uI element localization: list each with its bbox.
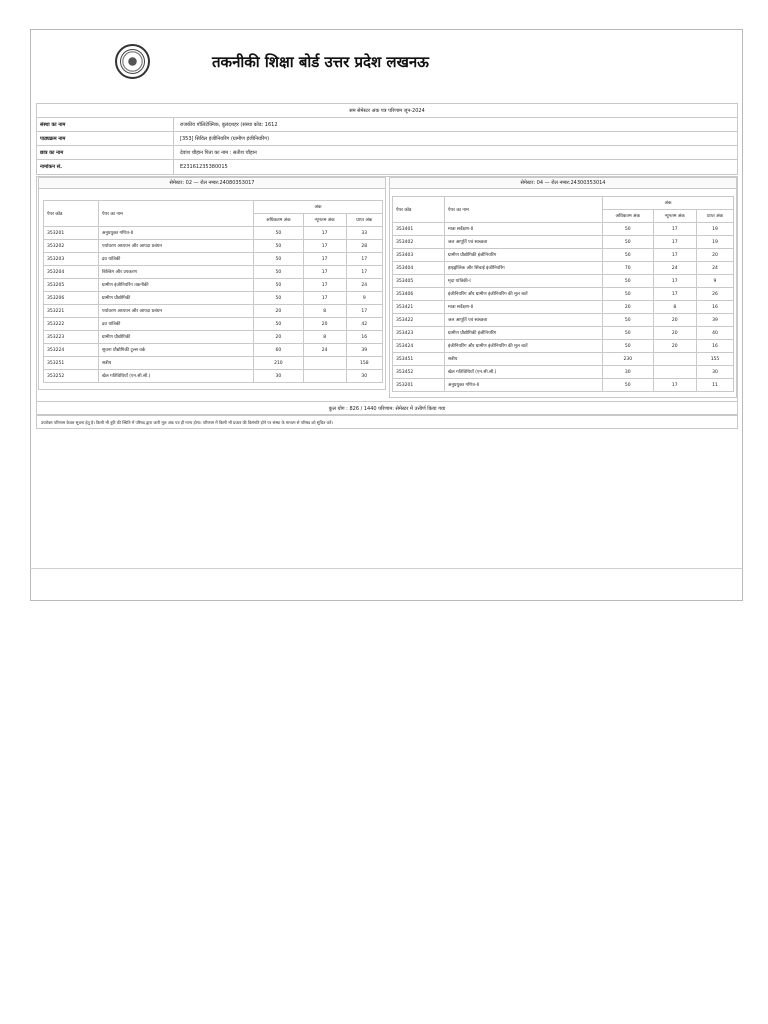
min-marks: 24 bbox=[653, 262, 696, 275]
semester-heading: सेमेस्टर: 02 — रोल नम्बर:24080353017 bbox=[39, 178, 385, 189]
max-marks: 50 bbox=[603, 275, 654, 288]
obtained-marks: 9 bbox=[696, 275, 733, 288]
min-marks: 17 bbox=[653, 379, 696, 392]
min-marks: 17 bbox=[653, 288, 696, 301]
max-marks: 50 bbox=[603, 288, 654, 301]
table-row bbox=[44, 279, 383, 292]
paper-code: 353202 bbox=[44, 240, 99, 253]
paper-code: 353252 bbox=[44, 370, 99, 383]
col-marks: अंक bbox=[254, 201, 383, 214]
info-row-student bbox=[37, 146, 737, 160]
paper-code: 353406 bbox=[393, 288, 445, 301]
min-marks: 17 bbox=[303, 253, 346, 266]
info-row-course bbox=[37, 132, 737, 146]
table-row bbox=[44, 227, 383, 240]
info-value: देवांश चौहान पिता का नाम : सतीश चौहान bbox=[180, 150, 257, 156]
min-marks: 17 bbox=[303, 292, 346, 305]
max-marks: 20 bbox=[603, 301, 654, 314]
min-marks: 17 bbox=[653, 236, 696, 249]
paper-code: 353203 bbox=[44, 253, 99, 266]
paper-code: 353204 bbox=[44, 266, 99, 279]
max-marks: 50 bbox=[603, 314, 654, 327]
min-marks: 8 bbox=[303, 331, 346, 344]
paper-name: अनुप्रयुक्त गणित-II bbox=[99, 227, 254, 240]
paper-name: जल आपूर्ति एवं स्वच्छता bbox=[445, 314, 603, 327]
result-title: सम सेमेस्टर अंक पत्र परिणाम जून-2024 bbox=[37, 104, 737, 118]
table-row bbox=[44, 292, 383, 305]
obtained-marks: 16 bbox=[696, 301, 733, 314]
obtained-marks: 33 bbox=[346, 227, 382, 240]
info-label: पाठ्यक्रम नाम bbox=[37, 132, 174, 145]
bottom-divider bbox=[30, 568, 743, 569]
table-row bbox=[44, 266, 383, 279]
paper-name: मृदा यांत्रिकी-I bbox=[445, 275, 603, 288]
min-marks: 17 bbox=[303, 240, 346, 253]
info-label: नामांकन सं. bbox=[37, 160, 174, 174]
paper-code: 353405 bbox=[393, 275, 445, 288]
student-info-block bbox=[36, 103, 738, 175]
table-row bbox=[44, 370, 383, 383]
max-marks: 50 bbox=[603, 249, 654, 262]
obtained-marks: 39 bbox=[696, 314, 733, 327]
min-marks: 24 bbox=[303, 344, 346, 357]
min-marks: 20 bbox=[653, 327, 696, 340]
min-marks: 17 bbox=[653, 249, 696, 262]
paper-name: जल आपूर्ति एवं स्वच्छता bbox=[445, 236, 603, 249]
paper-code: 353421 bbox=[393, 301, 445, 314]
table-row bbox=[393, 288, 734, 301]
max-marks: 50 bbox=[603, 327, 654, 340]
min-marks: 17 bbox=[303, 266, 346, 279]
max-marks: 210 bbox=[254, 357, 304, 370]
obtained-marks: 155 bbox=[696, 353, 733, 366]
obtained-marks: 19 bbox=[696, 223, 733, 236]
board-emblem-icon bbox=[115, 44, 150, 79]
paper-name: इंजीनियरिंग और ग्रामीण इंजीनियरिंग की मूल बातें bbox=[445, 288, 603, 301]
paper-code: 353223 bbox=[44, 331, 99, 344]
semester-panel-right bbox=[389, 177, 737, 398]
obtained-marks: 42 bbox=[346, 318, 382, 331]
obtained-marks: 16 bbox=[346, 331, 382, 344]
paper-code: 353404 bbox=[393, 262, 445, 275]
obtained-marks: 11 bbox=[696, 379, 733, 392]
paper-name: द्रव यांत्रिकी bbox=[99, 318, 254, 331]
paper-code: 353224 bbox=[44, 344, 99, 357]
paper-code: 353422 bbox=[393, 314, 445, 327]
semesters-container bbox=[36, 176, 738, 415]
paper-name: ग्रामीण प्रौद्योगिकी इंजीनियरिंग bbox=[445, 249, 603, 262]
info-value: [353] सिविल इंजीनियरिंग (ग्रामीण इंजीनियरिंग) bbox=[180, 136, 270, 142]
table-row bbox=[393, 262, 734, 275]
col-code: पेपर कोड bbox=[44, 201, 99, 227]
paper-name: खेल गतिविधियाँ (एन.सी.सी.) bbox=[99, 370, 254, 383]
semester-panel-left bbox=[38, 177, 386, 390]
max-marks: 30 bbox=[254, 370, 304, 383]
table-row bbox=[44, 253, 383, 266]
obtained-marks: 30 bbox=[346, 370, 382, 383]
org-title: तकनीकी शिक्षा बोर्ड उत्तर प्रदेश लखनऊ bbox=[212, 53, 429, 71]
obtained-marks: 9 bbox=[346, 292, 382, 305]
info-row-enrollment bbox=[37, 160, 737, 174]
table-row bbox=[393, 314, 734, 327]
paper-name: सत्रीय bbox=[99, 357, 254, 370]
disclaimer-note: उपरोक्त परिणाम केवल सूचना हेतु है। किसी भी त्रुटि की स्थिति में परिषद द्वारा जारी मूल अंक पत्र ही मान्य होगा। परिणाम में किसी भी प्रकार की विसंगति होने पर संस्था के माध्यम से परिषद को सूचित करें। bbox=[36, 415, 738, 429]
min-marks: 8 bbox=[303, 305, 346, 318]
max-marks: 50 bbox=[603, 223, 654, 236]
table-row bbox=[393, 379, 734, 392]
col-name: पेपर का नाम bbox=[99, 201, 254, 227]
obtained-marks: 28 bbox=[346, 240, 382, 253]
max-marks: 20 bbox=[254, 305, 304, 318]
paper-code: 353424 bbox=[393, 340, 445, 353]
paper-name: इंजीनियरिंग और ग्रामीण इंजीनियरिंग की मूल बातें bbox=[445, 340, 603, 353]
paper-name: ग्रामीण प्रौद्योगिकी इंजीनियरिंग bbox=[445, 327, 603, 340]
obtained-marks: 39 bbox=[346, 344, 382, 357]
paper-name: हाइड्रोलिक और सिंचाई इंजीनियरिंग bbox=[445, 262, 603, 275]
paper-code: 353451 bbox=[393, 353, 445, 366]
max-marks: 50 bbox=[603, 340, 654, 353]
paper-name: मात्रा सर्वेक्षण-II bbox=[445, 301, 603, 314]
obtained-marks: 30 bbox=[696, 366, 733, 379]
col-min: न्यूनतम अंक bbox=[303, 214, 346, 227]
max-marks: 50 bbox=[254, 253, 304, 266]
table-row bbox=[393, 353, 734, 366]
total-marks: कुल योग : 826 / 1440 परिणाम: सेमेस्टर में उत्तीर्ण किया गया bbox=[36, 401, 738, 415]
info-value: राजकीय पॉलिटेक्निक, बुलंदशहर (संस्था कोड: 1612 bbox=[180, 122, 278, 128]
paper-name: ग्रामीण प्रौद्योगिकी bbox=[99, 331, 254, 344]
max-marks: 230 bbox=[603, 353, 654, 366]
max-marks: 50 bbox=[254, 318, 304, 331]
obtained-marks: 17 bbox=[346, 253, 382, 266]
info-value: E23161235380015 bbox=[180, 164, 228, 170]
paper-name: मात्रा सर्वेक्षण-II bbox=[445, 223, 603, 236]
col-name: पेपर का नाम bbox=[445, 197, 603, 223]
marks-table bbox=[392, 196, 734, 392]
max-marks: 50 bbox=[254, 227, 304, 240]
min-marks: 8 bbox=[653, 301, 696, 314]
min-marks bbox=[653, 366, 696, 379]
semester-heading: सेमेस्टर: 04 — रोल नम्बर:24300353014 bbox=[390, 178, 736, 189]
info-label: छात्र का नाम bbox=[37, 146, 174, 159]
table-row bbox=[393, 236, 734, 249]
paper-name: सूचना प्रौद्योगिकी टूल्स वर्क bbox=[99, 344, 254, 357]
max-marks: 50 bbox=[254, 266, 304, 279]
col-obtained: प्राप्त अंक bbox=[346, 214, 382, 227]
table-row bbox=[44, 305, 383, 318]
table-row bbox=[393, 366, 734, 379]
max-marks: 50 bbox=[603, 379, 654, 392]
table-row bbox=[44, 318, 383, 331]
max-marks: 30 bbox=[603, 366, 654, 379]
paper-name: ग्रामीण प्रौद्योगिकी bbox=[99, 292, 254, 305]
table-row bbox=[393, 249, 734, 262]
max-marks: 50 bbox=[254, 240, 304, 253]
page-gap bbox=[36, 516, 738, 568]
col-code: पेपर कोड bbox=[393, 197, 445, 223]
paper-name: पर्यावरण अध्ययन और आपदा प्रबंधन bbox=[99, 240, 254, 253]
paper-code: 353403 bbox=[393, 249, 445, 262]
col-obtained: प्राप्त अंक bbox=[696, 210, 733, 223]
max-marks: 20 bbox=[254, 331, 304, 344]
min-marks bbox=[653, 353, 696, 366]
paper-code: 353402 bbox=[393, 236, 445, 249]
info-label: संस्था का नाम bbox=[37, 118, 174, 131]
max-marks: 50 bbox=[254, 279, 304, 292]
document-header bbox=[32, 32, 741, 96]
info-row-institute bbox=[37, 118, 737, 132]
paper-code: 353206 bbox=[44, 292, 99, 305]
min-marks: 17 bbox=[653, 275, 696, 288]
paper-name: सत्रीय bbox=[445, 353, 603, 366]
paper-name: खेल गतिविधियाँ (एन.सी.सी.) bbox=[445, 366, 603, 379]
min-marks: 20 bbox=[303, 318, 346, 331]
obtained-marks: 20 bbox=[696, 249, 733, 262]
max-marks: 70 bbox=[603, 262, 654, 275]
table-row bbox=[393, 223, 734, 236]
obtained-marks: 40 bbox=[696, 327, 733, 340]
max-marks: 50 bbox=[254, 292, 304, 305]
table-row bbox=[44, 357, 383, 370]
obtained-marks: 24 bbox=[696, 262, 733, 275]
obtained-marks: 17 bbox=[346, 266, 382, 279]
min-marks: 20 bbox=[653, 340, 696, 353]
paper-name: ग्रामीण इंजीनियरिंग तकनीकी bbox=[99, 279, 254, 292]
paper-code: 353201 bbox=[44, 227, 99, 240]
marks-table bbox=[43, 200, 383, 383]
col-min: न्यूनतम अंक bbox=[653, 210, 696, 223]
table-row bbox=[44, 331, 383, 344]
table-row bbox=[44, 240, 383, 253]
obtained-marks: 17 bbox=[346, 305, 382, 318]
min-marks: 17 bbox=[653, 223, 696, 236]
min-marks: 20 bbox=[653, 314, 696, 327]
min-marks: 17 bbox=[303, 279, 346, 292]
table-row bbox=[44, 344, 383, 357]
paper-code: 353401 bbox=[393, 223, 445, 236]
table-row bbox=[393, 275, 734, 288]
col-marks: अंक bbox=[603, 197, 734, 210]
min-marks: 17 bbox=[303, 227, 346, 240]
obtained-marks: 26 bbox=[696, 288, 733, 301]
obtained-marks: 19 bbox=[696, 236, 733, 249]
table-row bbox=[393, 301, 734, 314]
paper-name: द्रव यांत्रिकी bbox=[99, 253, 254, 266]
obtained-marks: 158 bbox=[346, 357, 382, 370]
paper-code: 353221 bbox=[44, 305, 99, 318]
paper-code: 353222 bbox=[44, 318, 99, 331]
paper-code: 353251 bbox=[44, 357, 99, 370]
paper-name: बिल्डिंग और उपकरण bbox=[99, 266, 254, 279]
paper-code: 353205 bbox=[44, 279, 99, 292]
table-row bbox=[393, 327, 734, 340]
paper-code: 353423 bbox=[393, 327, 445, 340]
table-row bbox=[393, 340, 734, 353]
paper-code: 353201 bbox=[393, 379, 445, 392]
min-marks bbox=[303, 357, 346, 370]
paper-name: अनुप्रयुक्त गणित-II bbox=[445, 379, 603, 392]
col-max: अधिकतम अंक bbox=[254, 214, 304, 227]
obtained-marks: 24 bbox=[346, 279, 382, 292]
paper-name: पर्यावरण अध्ययन और आपदा प्रबंधन bbox=[99, 305, 254, 318]
min-marks bbox=[303, 370, 346, 383]
paper-code: 353452 bbox=[393, 366, 445, 379]
max-marks: 60 bbox=[254, 344, 304, 357]
obtained-marks: 16 bbox=[696, 340, 733, 353]
col-max: अधिकतम अंक bbox=[603, 210, 654, 223]
max-marks: 50 bbox=[603, 236, 654, 249]
